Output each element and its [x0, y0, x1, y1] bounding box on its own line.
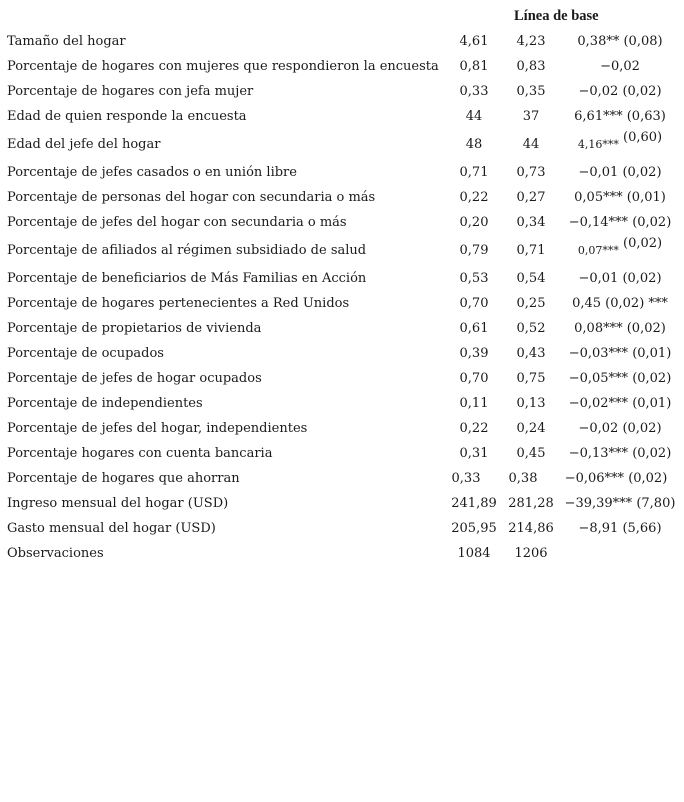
- row-label: Gasto mensual del hogar (USD): [7, 521, 216, 536]
- value-col2: 4,23: [516, 34, 546, 49]
- table-row: [0, 443, 684, 465]
- difference-col: −0,06*** (0,02): [564, 471, 668, 486]
- table-row: [0, 212, 684, 234]
- value-col1: 0,33: [451, 471, 481, 486]
- difference-value: 4,16***: [577, 138, 619, 151]
- table-row: [0, 162, 684, 184]
- value-col1: 0,39: [459, 346, 489, 361]
- difference-col: −0,02 (0,02): [578, 421, 662, 436]
- table-row: [0, 268, 684, 290]
- table-row: [0, 543, 684, 565]
- row-label: Porcentaje de propietarios de vivienda: [7, 321, 262, 336]
- value-col2: 44: [522, 137, 540, 152]
- difference-col: −0,02 (0,02): [578, 84, 662, 99]
- table-row: [0, 236, 684, 262]
- difference-col: 0,08*** (0,02): [574, 321, 666, 336]
- value-col1: 0,61: [459, 321, 489, 336]
- value-col1: 0,31: [459, 446, 489, 461]
- table-row: [0, 130, 684, 156]
- row-label: Porcentaje de jefes casados o en unión libre: [7, 165, 297, 180]
- difference-col: −0,01 (0,02): [578, 271, 662, 286]
- row-label: Porcentaje de beneficiarios de Más Familias en Acción: [7, 271, 367, 286]
- row-label: Porcentaje de hogares con jefa mujer: [7, 84, 254, 99]
- value-col1: 0,11: [459, 396, 489, 411]
- difference-col: 6,61*** (0,63): [574, 109, 666, 124]
- value-col1: 205,95: [451, 521, 497, 536]
- row-label: Edad de quien responde la encuesta: [7, 109, 247, 124]
- value-col2: 281,28: [508, 496, 554, 511]
- table-row: [0, 518, 684, 540]
- row-label: Porcentaje hogares con cuenta bancaria: [7, 446, 273, 461]
- table-row: [0, 368, 684, 390]
- value-col1: 0,81: [459, 59, 489, 74]
- value-col1: 1084: [457, 546, 491, 561]
- value-col1: 0,70: [459, 296, 489, 311]
- difference-col: 0,45 (0,02) ***: [572, 296, 668, 311]
- value-col2: 0,38: [508, 471, 538, 486]
- baseline-header: Línea de base: [514, 8, 599, 24]
- value-col1: 48: [465, 137, 483, 152]
- value-col2: 0,34: [516, 215, 546, 230]
- table-row: [0, 81, 684, 103]
- row-label: Tamaño del hogar: [7, 34, 126, 49]
- row-label: Porcentaje de afiliados al régimen subsidiado de salud: [7, 243, 367, 258]
- value-col2: 0,13: [516, 396, 546, 411]
- value-col2: 37: [522, 109, 540, 124]
- row-label: Porcentaje de jefes de hogar ocupados: [7, 371, 262, 386]
- difference-col: −0,01 (0,02): [578, 165, 662, 180]
- value-col2: 0,24: [516, 421, 546, 436]
- value-col1: 0,70: [459, 371, 489, 386]
- table-row: [0, 343, 684, 365]
- row-label: Edad del jefe del hogar: [7, 137, 161, 152]
- table-row: [0, 293, 684, 315]
- value-col1: 0,20: [459, 215, 489, 230]
- value-col2: 0,45: [516, 446, 546, 461]
- table-row: [0, 318, 684, 340]
- value-col2: 214,86: [508, 521, 554, 536]
- value-col1: 0,33: [459, 84, 489, 99]
- value-col1: 0,22: [459, 190, 489, 205]
- table-row: [0, 106, 684, 128]
- row-label: Ingreso mensual del hogar (USD): [7, 496, 229, 511]
- table-row: [0, 56, 684, 78]
- difference-col: 0,05*** (0,01): [574, 190, 666, 205]
- value-col1: 0,79: [459, 243, 489, 258]
- difference-col: [560, 130, 680, 156]
- value-col2: 1206: [514, 546, 548, 561]
- difference-col: 0,38** (0,08): [577, 34, 663, 49]
- value-col1: 0,53: [459, 271, 489, 286]
- difference-se: (0,60): [623, 130, 663, 145]
- value-col2: 0,27: [516, 190, 546, 205]
- difference-col: −0,02: [600, 59, 640, 74]
- value-col2: 0,25: [516, 296, 546, 311]
- row-label: Observaciones: [7, 546, 104, 561]
- row-label: Porcentaje de hogares con mujeres que respondieron la encuesta: [7, 59, 439, 74]
- row-label: Porcentaje de jefes del hogar, independientes: [7, 421, 308, 436]
- row-label: Porcentaje de hogares pertenecientes a Red Unidos: [7, 296, 350, 311]
- difference-col: −39,39*** (7,80): [564, 496, 676, 511]
- difference-col: [560, 236, 680, 262]
- value-col2: 0,83: [516, 59, 546, 74]
- value-col1: 44: [465, 109, 483, 124]
- table-row: [0, 493, 684, 515]
- table-row: [0, 393, 684, 415]
- row-label: Porcentaje de personas del hogar con secundaria o más: [7, 190, 376, 205]
- table-row: [0, 418, 684, 440]
- value-col2: 0,54: [516, 271, 546, 286]
- value-col2: 0,52: [516, 321, 546, 336]
- difference-value: 0,07***: [577, 244, 619, 257]
- difference-se: (0,02): [623, 236, 663, 251]
- table-row: [0, 468, 684, 490]
- row-label: Porcentaje de independientes: [7, 396, 203, 411]
- value-col2: 0,43: [516, 346, 546, 361]
- difference-col: −0,02*** (0,01): [568, 396, 672, 411]
- value-col1: 4,61: [459, 34, 489, 49]
- value-col1: 241,89: [451, 496, 497, 511]
- difference-col: −0,14*** (0,02): [568, 215, 672, 230]
- value-col1: 0,71: [459, 165, 489, 180]
- value-col2: 0,71: [516, 243, 546, 258]
- difference-col: −0,03*** (0,01): [568, 346, 672, 361]
- table-row: [0, 187, 684, 209]
- value-col2: 0,75: [516, 371, 546, 386]
- difference-col: −8,91 (5,66): [578, 521, 662, 536]
- value-col1: 0,22: [459, 421, 489, 436]
- row-label: Porcentaje de hogares que ahorran: [7, 471, 240, 486]
- table-row: [0, 31, 684, 53]
- difference-col: −0,05*** (0,02): [568, 371, 672, 386]
- row-label: Porcentaje de jefes del hogar con secundaria o más: [7, 215, 347, 230]
- difference-col: −0,13*** (0,02): [568, 446, 672, 461]
- value-col2: 0,73: [516, 165, 546, 180]
- row-label: Porcentaje de ocupados: [7, 346, 164, 361]
- value-col2: 0,35: [516, 84, 546, 99]
